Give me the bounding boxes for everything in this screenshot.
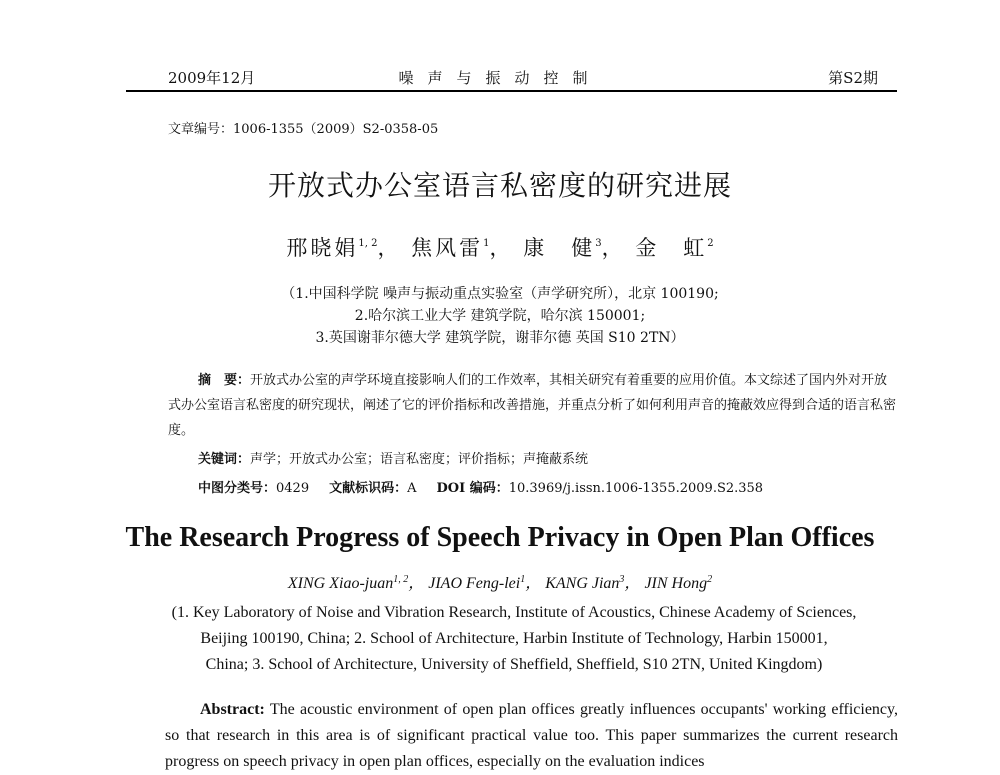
author-zh: 康 健 (523, 236, 596, 260)
authors-english (0, 572, 1000, 596)
affiliations-chinese (0, 283, 1000, 349)
abstract-en-text: The acoustic environment of open plan offices greatly influences occupants' working efficiency, so that research in this area is of significant practical value too. This paper summarizes the current research progress on speech privacy in open plan offices, especially on the evaluation indices (165, 701, 898, 770)
doc-code-value: A (407, 481, 417, 496)
affiliation-line: 3.英国谢菲尔德大学 建筑学院，谢菲尔德 英国 S10 2TN） (315, 330, 685, 346)
article-number: 文章编号：1006-1355（2009）S2-0358-05 (168, 122, 439, 137)
keywords-label: 关键词： (198, 452, 251, 467)
author-sep: ， (601, 236, 626, 260)
abstract-chinese (168, 368, 898, 443)
author-sep: ， (377, 236, 402, 260)
affiliation-line: Beijing 100190, China; 2. School of Architecture, Harbin Institute of Technology, Harbin 150001, (200, 630, 828, 647)
header-journal: 噪声与振动控制 (398, 69, 602, 87)
clc-label: 中图分类号： (198, 481, 277, 496)
author-zh: 焦风雷 (411, 236, 484, 260)
doi-label: DOI 编码： (436, 481, 509, 496)
abstract-zh-text: 开放式办公室的声学环境直接影响人们的工作效率，其相关研究有着重要的应用价值。本文综述了国内外对开放式办公室语言私密度的研究现状，阐述了它的评价指标和改善措施，并重点分析了如何利用声音的掩蔽效应得到合适的语言私密度。 (168, 373, 897, 438)
author-en: JIAO Feng-lei (428, 575, 521, 592)
author-sup: 1 (483, 238, 490, 249)
abstract-zh-label: 摘 要： (198, 373, 251, 388)
keywords-text: 声学；开放式办公室；语言私密度；评价指标；声掩蔽系统 (250, 452, 589, 467)
affiliation-line: China; 3. School of Architecture, University of Sheffield, Sheffield, S10 2TN, United Kingdom) (205, 656, 823, 673)
clc-value: 0429 (276, 481, 310, 496)
author-sup: 2 (707, 574, 713, 585)
author-sup: 1, 2 (358, 238, 378, 249)
abstract-english (165, 697, 898, 775)
author-sup: 2 (707, 238, 714, 249)
author-sup: 3 (595, 238, 602, 249)
header-issue: 第S2期 (828, 69, 878, 87)
author-sep: ， (408, 575, 425, 592)
author-sup: 1, 2 (393, 574, 409, 585)
title-english: The Research Progress of Speech Privacy in Open Plan Offices (125, 522, 875, 553)
author-sep: ， (525, 575, 542, 592)
title-chinese: 开放式办公室语言私密度的研究进展 (267, 169, 732, 202)
affiliation-line: 2.哈尔滨工业大学 建筑学院，哈尔滨 150001; (354, 308, 646, 324)
keywords-chinese (198, 449, 588, 471)
author-en: XING Xiao-juan (287, 575, 394, 592)
abstract-en-label: Abstract: (200, 701, 265, 718)
author-en: KANG Jian (545, 575, 620, 592)
affiliation-line: (1. Key Laboratory of Noise and Vibration Research, Institute of Acoustics, Chinese Academy of Sciences, (171, 604, 857, 621)
affiliations-english (124, 600, 904, 678)
author-sup: 3 (619, 574, 625, 585)
authors-chinese (0, 232, 1000, 264)
affiliation-line: （1.中国科学院 噪声与振动重点实验室（声学研究所），北京 100190; (281, 286, 719, 302)
author-sep: ， (489, 236, 514, 260)
doi-value: 10.3969/j.issn.1006-1355.2009.S2.358 (508, 481, 764, 496)
author-en: JIN Hong (644, 575, 708, 592)
classification-line (198, 478, 763, 500)
doc-code-label: 文献标识码： (329, 481, 408, 496)
author-sep: ， (624, 575, 641, 592)
author-sup: 1 (520, 574, 526, 585)
author-zh: 金 虹 (635, 236, 708, 260)
header-rule (126, 90, 897, 92)
header-date: 2009年12月 (168, 69, 256, 87)
author-zh: 邢晓娟 (286, 236, 359, 260)
